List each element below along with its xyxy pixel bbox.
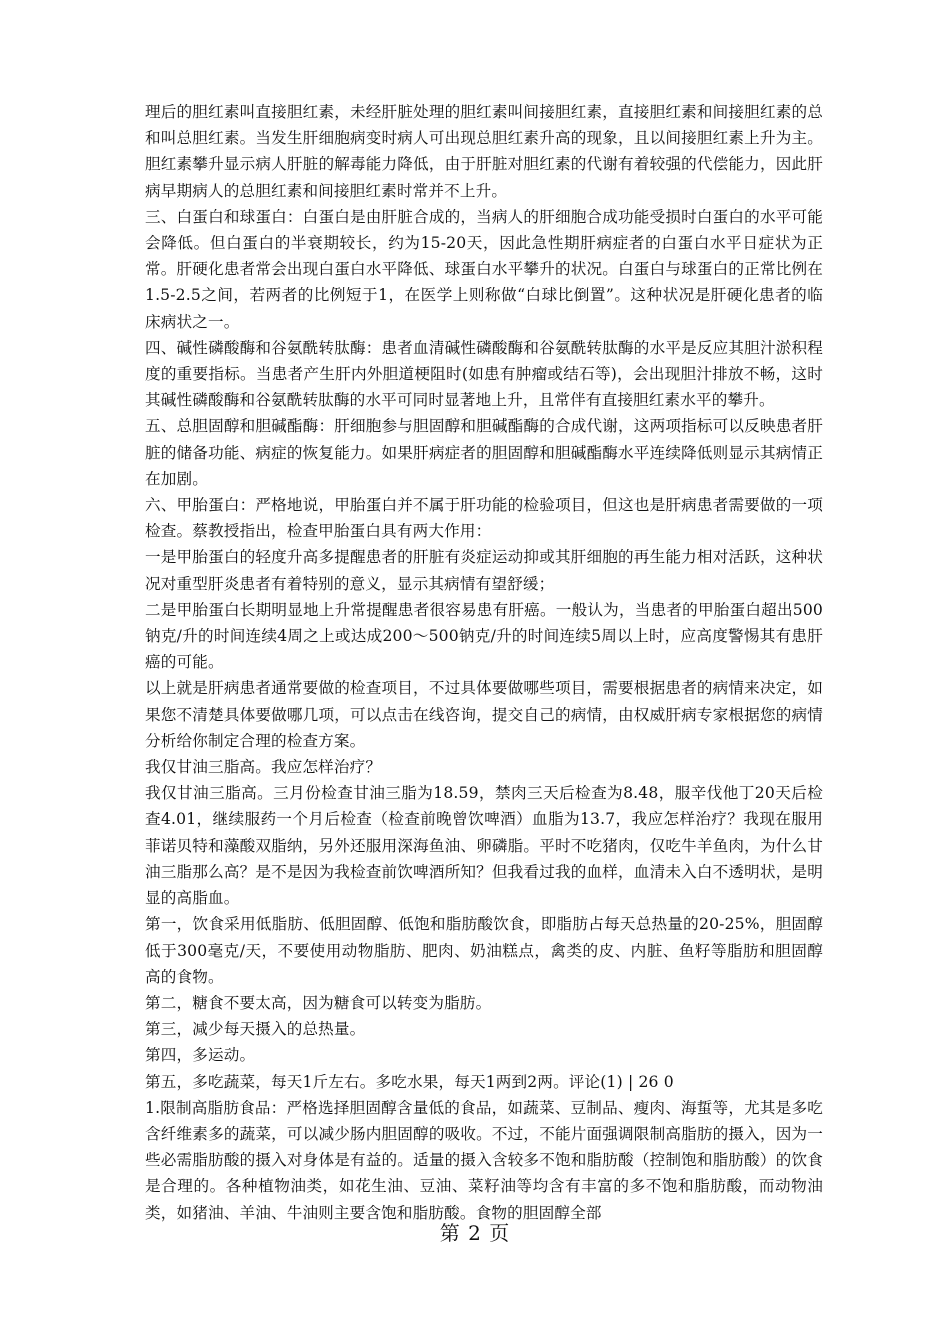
paragraph-afp-point-one: 一是甲胎蛋白的轻度升高多提醒患者的肝脏有炎症运动抑或其肝细胞的再生能力相对活跃，这种状况对重型肝炎患者有着特别的意义，显示其病情有望舒缓； — [145, 548, 823, 593]
paragraph-summary: 以上就是肝病患者通常要做的检查项目，不过具体要做哪些项目，需要根据患者的病情来决定，如果您不清楚具体要做哪几项，可以点击在线咨询，提交自己的病情，由权威肝病专家根据您的病情分析给你制定合理的检查方案。 — [145, 679, 823, 750]
paragraph-advice-three: 第三，减少每天摄入的总热量。 — [145, 1020, 366, 1039]
paragraph-advice-two: 第二，糖食不要太高，因为糖食可以转变为脂肪。 — [145, 993, 492, 1012]
paragraph-albumin-globulin: 三、白蛋白和球蛋白：白蛋白是由肝脏合成的，当病人的肝细胞合成功能受损时白蛋白的水平可能会降低。但白蛋白的半衰期较长，约为15-20天，因此急性期肝病症者的白蛋白水平日症状为正常。肝硬化患者常会出现白蛋白水平降低、球蛋白水平攀升的状况。白蛋白与球蛋白的正常比例在1.5-2.5之间，若两者的比例短于1，在医学上则称做“白球比倒置”。这种状况是肝硬化患者的临床病状之一。 — [145, 207, 823, 331]
page-number: 第 2 页 — [439, 1221, 511, 1245]
paragraph-question-body: 我仅甘油三脂高。三月份检查甘油三脂为18.59，禁肉三天后检查为8.48，服辛伐他丁20天后检查4.01，继续服药一个月后检查（检查前晚曾饮啤酒）血脂为13.7，我应怎样治疗？我现在服用菲诺贝特和藻酸双脂纳，另外还服用深海鱼油、卵磷脂。平时不吃猪肉，仅吃牛羊鱼肉，为什么甘油三脂那么高？是不是因为我检查前饮啤酒所知？但我看过我的血样，血清未入白不透明状，是明显的高脂血。 — [145, 784, 823, 908]
paragraph-limit-fat: 1.限制高脂肪食品：严格选择胆固醇含量低的食品，如蔬菜、豆制品、瘦肉、海蜇等，尤其是多吃含纤维素多的蔬菜，可以减少肠内胆固醇的吸收。不过，不能片面强调限制高脂肪的摄入，因为一些必需脂肪酸的摄入对身体是有益的。适量的摄入含较多不饱和脂肪酸（控制饱和脂肪酸）的饮食是合理的。各种植物油类，如花生油、豆油、菜籽油等均含有丰富的多不饱和脂肪酸，而动物油类，如猪油、羊油、牛油则主要含饱和脂肪酸。食物的胆固醇全部 — [145, 1098, 823, 1222]
paragraph-advice-five: 第五，多吃蔬菜，每天1斤左右。多吃水果，每天1两到2两。评论(1) | 26 0 — [145, 1072, 674, 1091]
paragraph-afp-point-two: 二是甲胎蛋白长期明显地上升常提醒患者很容易患有肝癌。一般认为，当患者的甲胎蛋白超出500钠克/升的时间连续4周之上或达成200～500钠克/升的时间连续5周以上时，应高度警惕其有患肝癌的可能。 — [145, 600, 823, 672]
paragraph-bilirubin: 理后的胆红素叫直接胆红素，未经肝脏处理的胆红素叫间接胆红素，直接胆红素和间接胆红素的总和叫总胆红素。当发生肝细胞病变时病人可出现总胆红素升高的现象，且以间接胆红素上升为主。胆红素攀升显示病人肝脏的解毒能力降低，由于肝脏对胆红素的代谢有着较强的代偿能力，因此肝病早期病人的总胆红素和间接胆红素时常并不上升。 — [145, 103, 823, 200]
paragraph-advice-one: 第一，饮食采用低脂肪、低胆固醇、低饱和脂肪酸饮食，即脂肪占每天总热量的20-25%，胆固醇低于300毫克/天，不要使用动物脂肪、肥肉、奶油糕点，禽类的皮、内脏、鱼籽等脂肪和胆固醇高的食物。 — [145, 915, 823, 986]
document-page — [145, 99, 823, 1226]
paragraph-alkaline-phosphatase: 四、碱性磷酸酶和谷氨酰转肽酶：患者血清碱性磷酸酶和谷氨酰转肽酶的水平是反应其胆汁淤积程度的重要指标。当患者产生肝内外胆道梗阻时(如患有肿瘤或结石等)，会出现胆汁排放不畅，这时其碱性磷酸酶和谷氨酰转肽酶的水平可同时显著地上升，且常伴有直接胆红素水平的攀升。 — [145, 338, 823, 410]
paragraph-question-title: 我仅甘油三脂高。我应怎样治疗？ — [145, 758, 382, 777]
paragraph-afp: 六、甲胎蛋白：严格地说，甲胎蛋白并不属于肝功能的检验项目，但这也是肝病患者需要做的一项检查。蔡教授指出，检查甲胎蛋白具有两大作用： — [145, 496, 823, 541]
paragraph-advice-four: 第四，多运动。 — [145, 1046, 256, 1065]
paragraph-cholesterol-cholinesterase: 五、总胆固醇和胆碱酯酶：肝细胞参与胆固醇和胆碱酯酶的合成代谢，这两项指标可以反映患者肝脏的储备功能、病症的恢复能力。如果肝病症者的胆固醇和胆碱酯酶水平连续降低则显示其病情正在加剧。 — [145, 417, 823, 488]
